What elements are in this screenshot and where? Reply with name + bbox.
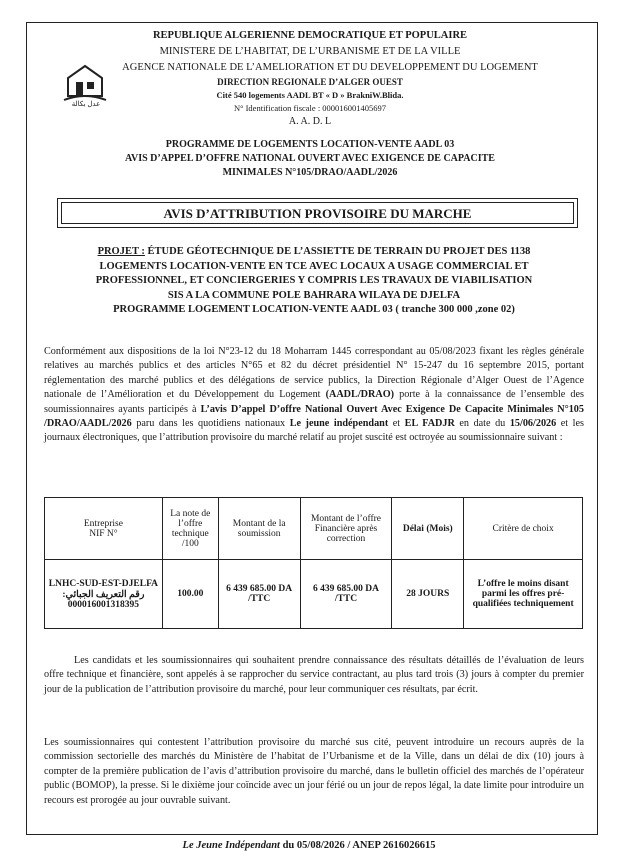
projet-text-2: LOGEMENTS LOCATION-VENTE EN TCE AVEC LOCAUX A USAGE COMMERCIAL ET [99,260,529,272]
programme-title: PROGRAMME DE LOGEMENTS LOCATION-VENTE AADL 03 [165,139,455,150]
th-montant: Montant de la soumission [218,498,300,560]
projet-text-1: ÉTUDE GÉOTECHNIQUE DE L’ASSIETTE DE TERRAIN DU PROJET DES 1138 [144,246,531,257]
entreprise-nif: 000016001318395 [67,599,140,610]
avis-number: MINIMALES N°105/DRAO/AADL/2026 [222,167,398,178]
para1-date: 15/06/2026 [509,418,557,430]
projet-block [44,245,584,318]
cell-montant: 6 439 685.00 DA /TTC [218,560,300,629]
cell-critere: L’offre le moins disant parmi les offres pré-qualifiées techniquement [464,560,583,629]
header-republic: REPUBLIQUE ALGERIENNE DEMOCRATIQUE ET POPULAIRE [152,30,468,41]
cell-montant-corrige: 6 439 685.00 DA /TTC [300,560,392,629]
nif-label-ar: رقم التعريف الجبائي: [62,589,145,600]
avis-title-box [57,198,578,228]
header-direction: DIRECTION REGIONALE D’ALGER OUEST [217,77,403,87]
header-aadl: A. A. D. L [288,116,332,127]
cell-entreprise [45,560,163,629]
th-delai: Délai (Mois) [392,498,464,560]
th-critere: Critère de choix [464,498,583,560]
logo-label: عدل بكالة [71,100,101,108]
para1-avis-ref: L’avis D’appel D’offre National Ouvert Avec Exigence De Capacite Minimales N°105 /DRAO/AADL/2026 [44,403,584,430]
para1-aadl-drao: (AADL/DRAO) [325,389,395,401]
para1-newspaper-2: EL FADJR [404,418,455,430]
footer-anep: du 05/08/2026 / ANEP 2616026615 [279,840,436,851]
paragraph-recours: Les soumissionnaires qui contestent l’attribution provisoire du marché sus cité, peuvent introduire un recours auprès de la commission sectorielle des marchés du Ministère de l’habitat de l’Urbanisme et de la Ville, dans un délai de dix (10) jours à compter de la première publication de l’avis d’attribution provisoire du marché, dans le bulletin officiel des marchés de l’opérateur public (BOMOP), la presse. Si le dixième jour coïncide avec un jour férié ou un jour de repos légal, la date limite pour introduire un recours est prorogée au jour ouvrable suivant. [44,737,584,806]
projet-text-4: SIS A LA COMMUNE POLE BAHRARA WILAYA DE DJELFA [167,289,461,301]
avis-title: AVIS D’ATTRIBUTION PROVISOIRE DU MARCHE [61,202,574,224]
entreprise-name: LNHC-SUD-EST-DJELFA [48,578,159,589]
para1-text-g: et [388,418,405,430]
footer-publication [0,840,618,851]
para1-text-c: porte à la connaissance de l’ensemble des soumissionnaires ayants participés à [44,389,584,415]
projet-text-5: PROGRAMME LOGEMENT LOCATION-VENTE AADL 03 ( tranche 300 000 ,zone 02) [113,304,515,315]
avis-appel-offre: AVIS D’APPEL D’OFFRE NATIONAL OUVERT AVEC EXIGENCE DE CAPACITE [125,153,495,164]
para1-text-a: Conformément aux dispositions de la loi N°23-12 du 18 Moharram 1445 correspondant au 05/08/2023 fixant les règles générale relatives au marchés publics et des articles N°65 et 82 du décret présidentiel N° 15-247 du 16 septembre 2015, portant réglementation des marché publics et des délégations de service publics, la Direction Régionale d’Alger Ouest de l’Agence nationale de l’Amélioration et du Développement du Logement [44,346,584,401]
para1-text-e: paru dans les quotidiens nationaux [131,418,290,430]
header-ministry: MINISTERE DE L’HABITAT, DE L’URBANISME ET DE LA VILLE [159,46,461,57]
projet-label: PROJET : [97,246,145,257]
para1-text-i: en date du [454,418,510,430]
para1-newspaper-1: Le jeune indépendant [289,418,389,430]
th-note: La note de l’offre technique /100 [162,498,218,560]
footer-newspaper: Le Jeune Indépendant [182,840,280,851]
header-agency: AGENCE NATIONALE DE L’AMELIORATION ET DU DEVELOPPEMENT DU LOGEMENT [122,62,538,73]
cell-note: 100.00 [162,560,218,629]
header-address: Cité 540 logements AADL BT « D » BrakniW.Blida. [216,90,404,100]
header-nif: N° Identification fiscale : 000016001405697 [233,103,387,113]
cell-delai: 28 JOURS [392,560,464,629]
para1-text-k: et les journaux électroniques, que l’attribution provisoire du marché relatif au projet suscité est octroyée au soumissionnaire suivant : [44,418,584,444]
attribution-table [44,497,583,629]
th-montant-corrige: Montant de l’offre Financière après correction [300,498,392,560]
paragraph-candidats: Les candidats et les soumissionnaires qui souhaitent prendre connaissance des résultats détaillés de l’évaluation de leurs offre technique et financière, sont appelés à se rapprocher du service contractant, au plus tard trois (3) jours à compter du premier jour de la publication de l’attribution provisoire du marché, pour leur communiquer ces résultats, par écrit. [44,655,584,695]
paragraph-conformement [44,345,584,446]
th-entreprise: Entreprise NIF N° [45,498,163,560]
table-row [45,560,583,629]
projet-text-3: PROFESSIONNEL, ET CONCIERGERIES Y COMPRIS LES TRAVAUX DE VIABILISATION [95,275,533,286]
